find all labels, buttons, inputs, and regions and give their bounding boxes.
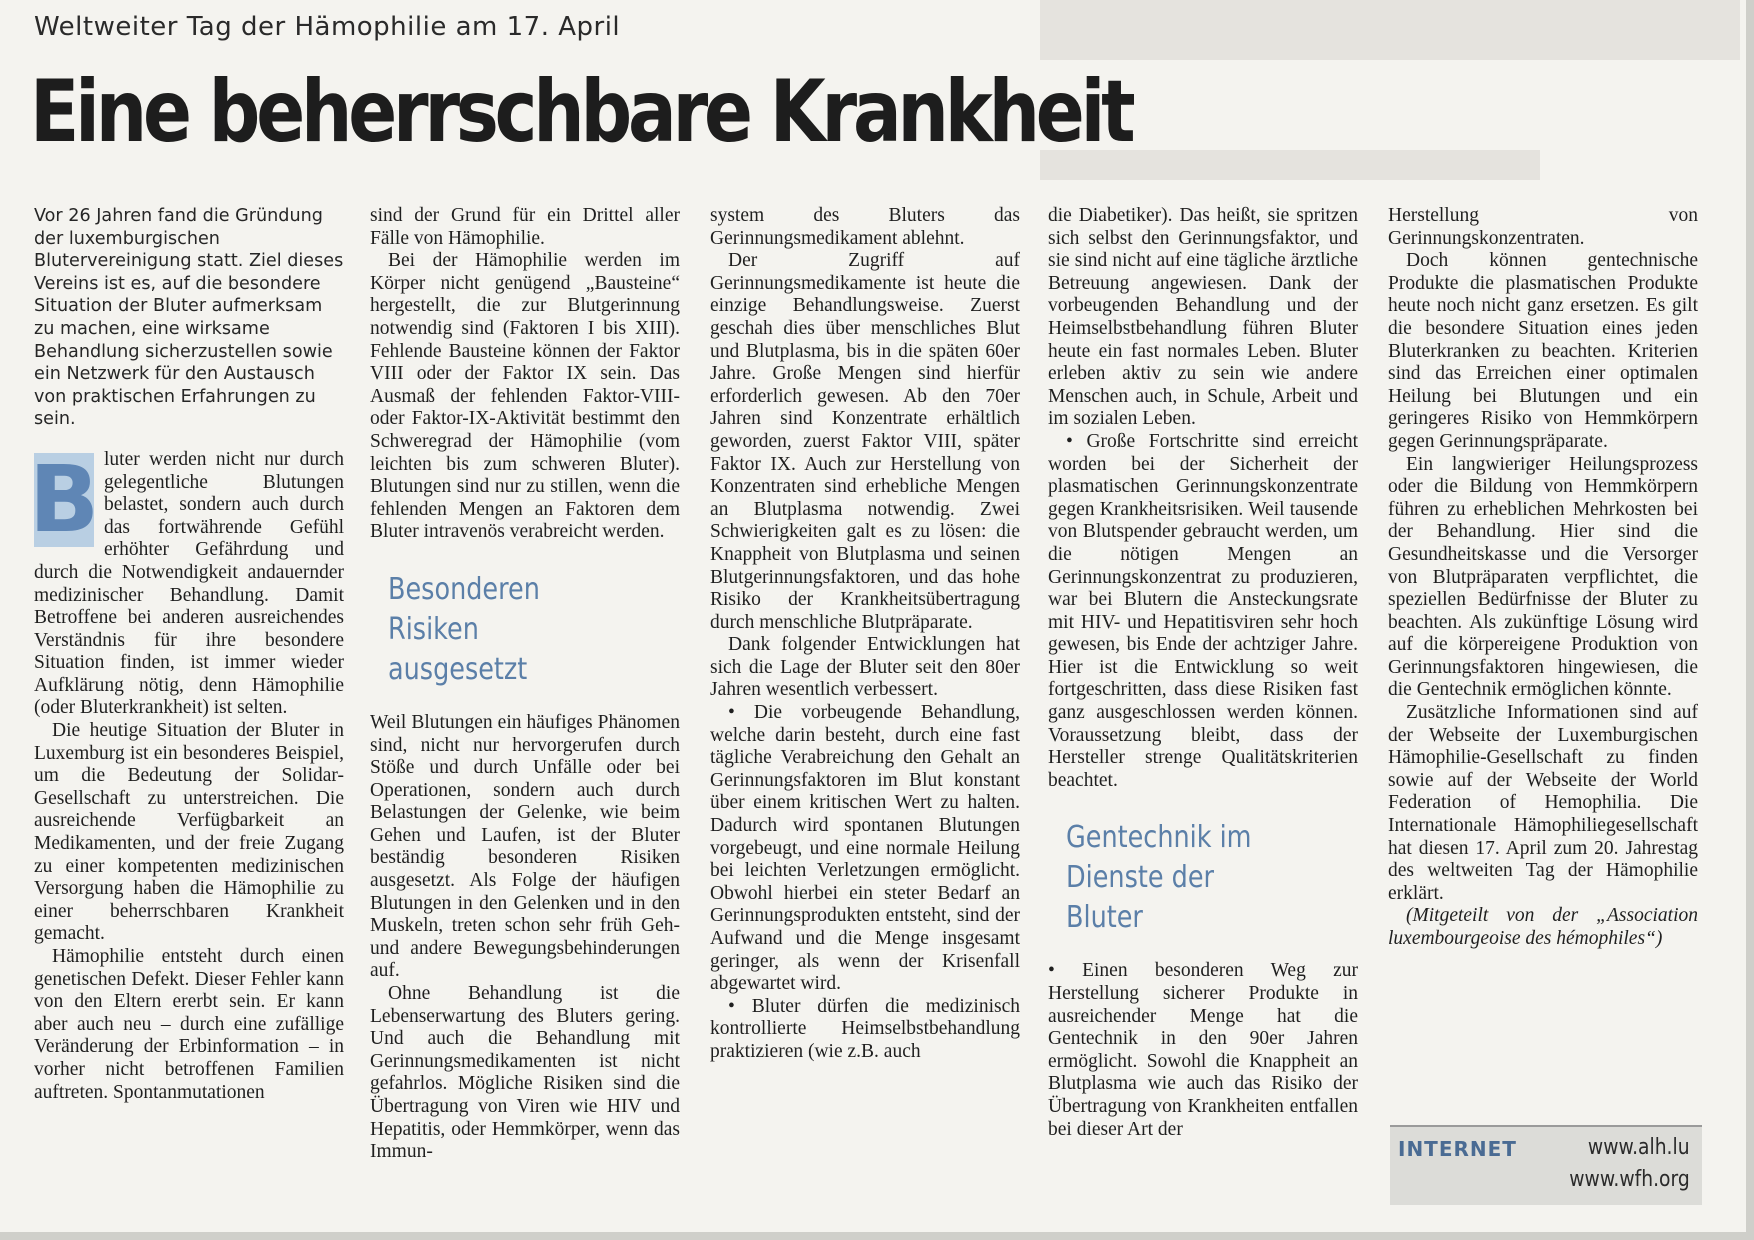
bullet-paragraph: • Die vorbeugende Behandlung, welche darin besteht, durch eine fast tägliche Verabreichung den Gehalt an Gerinnungsfaktoren im Blut konstant über einem kritischen Wert zu halten. Dadurch wird spontanen Blutungen vorgebeugt, und eine normale Heilung bei leichten Verletzungen ermöglicht. Obwohl hierbei ein steter Bedarf an Gerinnungsprodukten entsteht, sind der Aufwand und die Menge insgesamt geringer, als wenn der Krisenfall abgewartet wird.: [710, 702, 1020, 995]
paragraph: Herstellung von Gerinnungskonzentraten.: [1388, 205, 1698, 249]
paragraph: Ein langwieriger Heilungsprozess oder die Bildung von Hemmkörpern führen zu erheblichen Mehrkosten bei der Behandlung. Hier sind die Gesundheitskasse und die Versorger von Blutpräparaten verpflichtet, die speziellen Bedürfnisse der Bluter zu beachten. Als zukünftige Lösung wird auf die körpereigene Produktion von Gerinnungsfaktoren hingewiesen, die die Gentechnik ermöglichen könnte.: [1388, 453, 1698, 701]
paragraph: sind der Grund für ein Drittel aller Fälle von Hämophilie.: [370, 205, 680, 249]
paragraph: Der Zugriff auf Gerinnungsmedikamente ist heute die einzige Behandlungsweise. Zuerst geschah dies über menschliches Blut und Blutplasma, bis in die späten 60er Jahre. Große Mengen sind hierfür erforderlich gewesen. Ab den 70er Jahren sind Konzentrate erhältlich geworden, zuerst Faktor VIII, später Faktor IX. Auch zur Herstellung von Konzentraten sind erhebliche Mengen an Blutplasma notwendig. Zwei Schwierigkeiten galt es zu lösen: die Knappheit von Blutplasma und seinen Blutgerinnungsfaktoren, und das hohe Risiko der Krankheitsübertragung durch menschliche Blutpräparate.: [710, 250, 1020, 633]
print-bleed-top: [1040, 0, 1740, 60]
lead-paragraph: Vor 26 Jahren fand die Gründung der luxemburgischen Blutervereinigung statt. Ziel dieses Vereins ist es, auf die besondere Situation der Bluter aufmerksam zu machen, eine wirksame Behandlung sicherzustellen sowie ein Netzwerk für den Austausch von praktischen Erfahrungen zu sein.: [34, 206, 344, 430]
scan-edge-right: [1746, 0, 1754, 1240]
link-wfh[interactable]: www.wfh.org: [1569, 1167, 1690, 1192]
internet-label: INTERNET: [1398, 1137, 1517, 1161]
scan-edge-bottom: [0, 1232, 1754, 1240]
bullet-paragraph: • Einen besonderen Weg zur Herstellung sicherer Produkte in ausreichender Menge hat die Gentechnik in den 90er Jahren ermöglicht. Sowohl die Knappheit an Blutplasma wie auch das Risiko der Übertragung von Krankheiten entfallen bei dieser Art der: [1048, 960, 1358, 1140]
subhead-gentechnik: Gentechnik im Dienste der Bluter: [1066, 820, 1252, 936]
column-2: [370, 205, 680, 1164]
paragraph-text: luter werden nicht nur durch gelegentliche Blutungen belastet, sondern auch durch das fortwährende Gefühl erhöhter Gefährdung und durch die Notwendigkeit andauernder medizinischer Behandlung. Damit Betroffene bei anderen ausreichendes Verständnis für ihre besondere Situation finden, ist immer wieder Aufklärung nötig, denn Hämophilie (oder Bluterkrankheit) ist selten.: [34, 448, 344, 719]
paragraph: Die heutige Situation der Bluter in Luxemburg ist ein besonderes Beispiel, um die Bedeutung der Solidar-Gesellschaft zu unterstreichen. Die ausreichende Verfügbarkeit an Medikamenten, und der freie Zugang zu einer kompetenten medizinischen Versorgung haben die Hämophilie zu einer beherrschbaren Krankheit gemacht.: [34, 720, 344, 945]
headline: Eine beherrschbare Krankheit: [30, 62, 1132, 162]
paragraph: die Diabetiker). Das heißt, sie spritzen sich selbst den Gerinnungsfaktor, und sie sind nicht auf eine tägliche ärztliche Betreuung angewiesen. Dank der vorbeugenden Behandlung und der Heimselbstbehandlung führen Bluter heute ein fast normales Leben. Bluter erleben aktiv zu sein wie andere Menschen auch, in Schule, Arbeit und im sozialen Leben.: [1048, 205, 1358, 430]
column-1: [28, 205, 344, 1104]
paragraph: system des Bluters das Gerinnungsmedikament ablehnt.: [710, 205, 1020, 249]
bullet-paragraph: • Große Fortschritte sind erreicht worden bei der Sicherheit der plasmatischen Gerinnungskonzentrate gegen Krankheitsrisiken. Weil tausende von Blutspender gebraucht werden, um die nötigen Mengen an Gerinnungskonzentrat zu produzieren, war bei Blutern die Ansteckungsrate mit HIV- und Hepatitisviren sehr hoch gewesen, bis Ende der achtziger Jahre. Hier ist die Entwicklung so weit fortgeschritten, dass diese Risiken fast ganz ausgeschlossen werden können. Voraussetzung bleibt, dass der Hersteller strenge Qualitätskriterien beachtet.: [1048, 430, 1358, 791]
column-5: [1388, 205, 1698, 951]
link-alh[interactable]: www.alh.lu: [1588, 1135, 1690, 1160]
dropcap: B: [28, 445, 100, 553]
column-3: [710, 205, 1020, 1064]
paragraph: Ohne Behandlung ist die Lebenserwartung des Bluters gering. Und auch die Behandlung mit Gerinnungsmedikamenten ist nicht gefahrlos. Mögliche Risiken sind die Übertragung von Viren wie HIV und Hepatitis, oder Hemmkörper, wenn das Immun-: [370, 983, 680, 1163]
paragraph: [28, 445, 344, 720]
paragraph: Dank folgender Entwicklungen hat sich die Lage der Bluter seit den 80er Jahren wesentlich verbessert.: [710, 634, 1020, 701]
column-4: [1048, 205, 1358, 1141]
bullet-paragraph: • Bluter dürfen die medizinisch kontrollierte Heimselbstbehandlung praktizieren (wie z.B. auch: [710, 995, 1020, 1062]
kicker: Weltweiter Tag der Hämophilie am 17. April: [34, 12, 621, 42]
paragraph: Doch können gentechnische Produkte die plasmatischen Produkte heute noch nicht ganz ersetzen. Es gilt die besondere Situation eines jeden Bluterkranken zu beachten. Kriterien sind das Erreichen einer optimalen Heilung bei Blutungen und ein geringeres Risiko von Hemmkörpern gegen Gerinnungspräparate.: [1388, 250, 1698, 452]
paragraph: Zusätzliche Informationen sind auf der Webseite der Luxemburgischen Hämophilie-Gesellschaft zu finden sowie auf der Webseite der World Federation of Hemophilia. Die Internationale Hämophiliegesellschaft hat diesen 17. April zum 20. Jahrestag des weltweiten Tag der Hämophilie erklärt.: [1388, 702, 1698, 904]
signoff: (Mitgeteilt von der „Association luxembourgeoise des hémophiles“): [1388, 905, 1698, 949]
internet-box: [1390, 1125, 1702, 1205]
paragraph: Bei der Hämophilie werden im Körper nicht genügend „Bausteine“ hergestellt, die zur Blutgerinnung notwendig sind (Faktoren I bis XIII). Fehlende Bausteine können der Faktor VIII oder der Faktor IX sein. Das Ausmaß der fehlenden Faktor-VIII- oder Faktor-IX-Aktivität bestimmt den Schweregrad der Hämophilie (vom leichten bis zum schweren Bluter). Blutungen sind nur zu stillen, wenn die fehlenden Mengen an Faktoren dem Bluter intravenös verabreicht werden.: [370, 250, 680, 543]
paragraph: Hämophilie entsteht durch einen genetischen Defekt. Dieser Fehler kann von den Eltern ererbt sein. Er kann aber auch neu – durch eine zufällige Veränderung der Erbinformation – in vorher nicht betroffenen Familien auftreten. Spontanmutationen: [34, 946, 344, 1103]
paragraph: Weil Blutungen ein häufiges Phänomen sind, nicht nur hervorgerufen durch Stöße und durch Unfälle oder bei Operationen, sondern auch durch Belastungen der Gelenke, wie beim Gehen und Laufen, ist der Bluter beständig besonderen Risiken ausgesetzt. Als Folge der häufigen Blutungen in den Gelenken und in den Muskeln, treten schon sehr früh Geh- und andere Bewegungsbehinderungen auf.: [370, 711, 680, 982]
subhead-risks: Besonderen Risiken ausgesetzt: [388, 571, 540, 687]
